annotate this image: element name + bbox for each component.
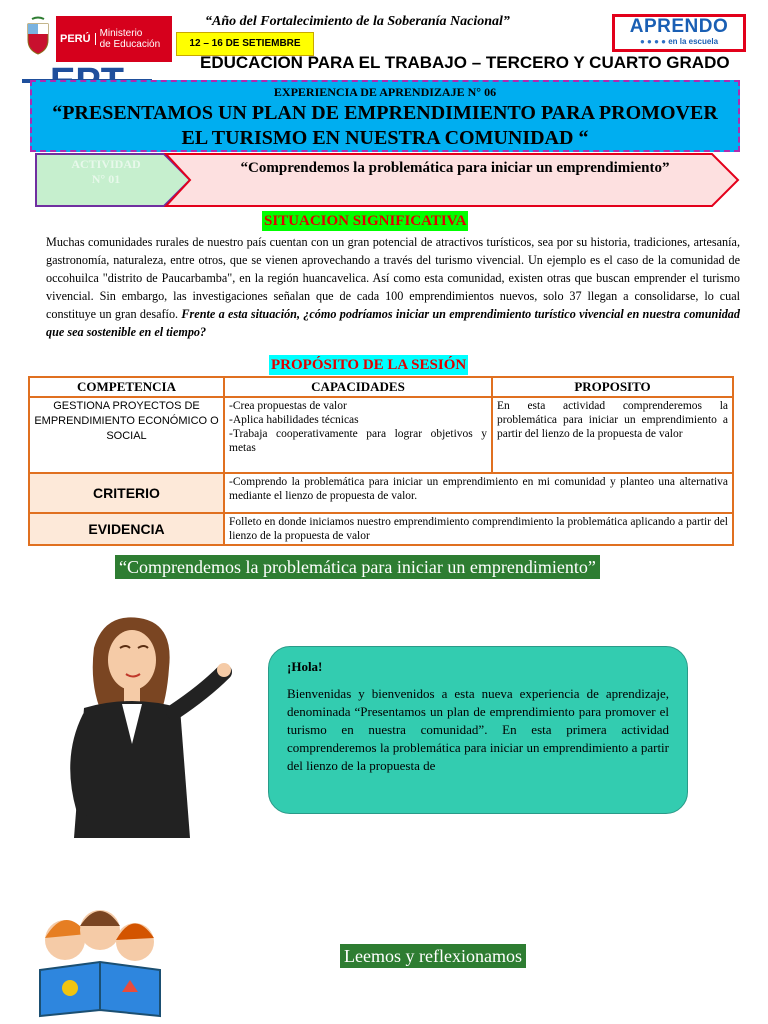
proposito-table <box>28 376 734 546</box>
ministry-name-2: de Educación <box>99 39 161 50</box>
evidencia-label: EVIDENCIA <box>29 513 224 545</box>
section-banner: “Comprendemos la problemática para iniciar un emprendimiento” <box>115 555 600 579</box>
activity-label-2: N° 01 <box>91 172 121 186</box>
date-badge: 12 – 16 DE SETIEMBRE <box>176 32 314 56</box>
teacher-illustration <box>34 608 234 848</box>
capacidad-1: -Crea propuestas de valor <box>229 400 347 412</box>
criterio-cell: -Comprendo la problemática para iniciar un emprendimiento en mi comunidad y planteo una alternativa mediante el lienzo de propuesta de valor. <box>224 473 733 513</box>
activity-title: “Comprendemos la problemática para iniciar un emprendimiento” <box>240 160 670 176</box>
proposito-cell: En esta actividad comprenderemos la problemática para iniciar un emprendimiento a partir del lienzo de la propuesta de valor <box>492 397 733 473</box>
course-title: EDUCACION PARA EL TRABAJO – TERCERO Y CUARTO GRADO <box>200 53 730 72</box>
greeting-hola: ¡Hola! <box>287 659 323 674</box>
experience-label: EXPERIENCIA DE APRENDIZAJE N° 06 <box>273 85 497 99</box>
capacidad-2: -Aplica habilidades técnicas <box>229 414 359 426</box>
activity-badge <box>56 157 156 187</box>
aprendo-subtitle: en la escuela <box>668 37 719 46</box>
situacion-text: Muchas comunidades rurales de nuestro país cuentan con un gran potencial de atractivos turísticos, sea por su historia, tradiciones, artesanía, gastronomía, naturaleza, entre otros, que se vienen aprovechando a través del turismo vivencial. Un ejemplo es el caso de la comunidad de occohuilca "distrito de Paucarbamba", en la región huancavelica. Así como esta comunidad, existen otras que buscan emprender el turismo vivencial. Sin embargo, las investigaciones señalan que de cada 100 emprendimientos nuevos, solo 37 llegan a consolidarse, lo cual constituye un gran desafío. <box>46 235 740 321</box>
kids-reading-illustration <box>30 900 170 1020</box>
evidencia-cell: Folleto en donde iniciamos nuestro emprendimiento comprendimiento la problemática aplicando a partir del lienzo de la propuesta de valor <box>224 513 733 545</box>
aprendo-title: APRENDO <box>629 16 729 37</box>
activity-label-1: ACTIVIDAD <box>71 157 141 171</box>
situacion-body <box>46 233 740 341</box>
ministry-logo <box>20 16 172 62</box>
experience-box <box>30 80 740 152</box>
peru-shield-icon <box>20 16 56 62</box>
greeting-body: Bienvenidas y bienvenidos a esta nueva experiencia de aprendizaje, denominada “Presentamos un plan de emprendimiento para promover el turismo en nuestra comunidad”. En esta primera actividad comprenderemos la problemática para iniciar un emprendimiento a partir del lienzo de la propuesta de <box>287 686 669 773</box>
situacion-question: Frente a esta situación, ¿cómo podríamos iniciar un emprendimiento turístico vivencial en nuestra comunidad que sea sostenible en el tiempo? <box>46 307 740 339</box>
proposito-title: PROPÓSITO DE LA SESIÓN <box>271 357 467 373</box>
ministry-country: PERÚ <box>56 33 96 45</box>
header-proposito: PROPOSITO <box>492 377 733 397</box>
criterio-label: CRITERIO <box>29 473 224 513</box>
capacidades-cell <box>224 397 492 473</box>
competencia-cell: GESTIONA PROYECTOS DE EMPRENDIMIENTO ECONÓMICO O SOCIAL <box>29 397 224 473</box>
year-motto: “Año del Fortalecimiento de la Soberanía Nacional” <box>205 14 510 29</box>
leemos-banner: Leemos y reflexionamos <box>340 944 526 968</box>
capacidad-3: -Trabaja cooperativamente para lograr objetivos y metas <box>229 428 487 454</box>
greeting-box <box>268 646 688 814</box>
experience-title: “PRESENTAMOS UN PLAN DE EMPRENDIMIENTO PARA PROMOVER EL TURISMO EN NUESTRA COMUNIDAD “ <box>52 102 718 149</box>
header-competencia: COMPETENCIA <box>29 377 224 397</box>
situacion-title: SITUACION SIGNIFICATIVA <box>264 213 467 229</box>
ministry-name-1: Ministerio <box>99 28 143 39</box>
header-capacidades: CAPACIDADES <box>224 377 492 397</box>
aprendo-logo: APRENDO ● ● ● ● en la escuela <box>612 14 746 52</box>
